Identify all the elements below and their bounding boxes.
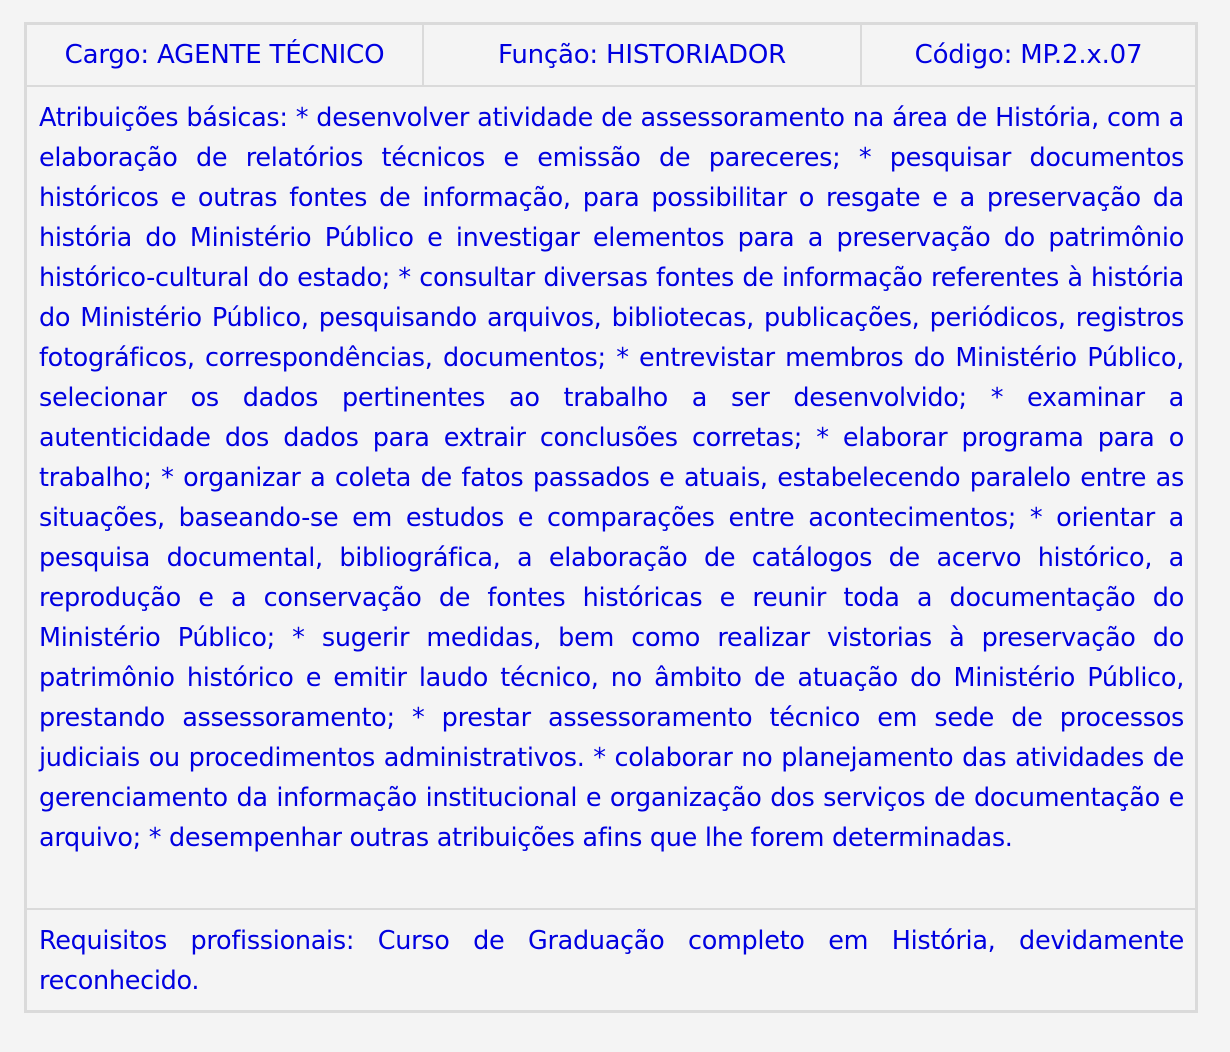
cargo-cell: Cargo: AGENTE TÉCNICO (27, 25, 424, 85)
codigo-cell: Código: MP.2.x.07 (914, 40, 1143, 70)
job-description-table (24, 22, 1198, 1013)
funcao-cell: Função: HISTORIADOR (424, 25, 862, 85)
header-row (27, 25, 1195, 87)
atribuicoes-text: Atribuições básicas: * desenvolver atividade de assessoramento na área de História, com a elaboração de relatórios técnicos e emissão de pareceres; * pesquisar documentos históricos e outras fontes de informação, para possibilitar o resgate e a preservação da história do Ministério Público e investigar elementos para a preservação do patrimônio histórico-cultural do estado; * consultar diversas fontes de informação referentes à história do Ministério Público, pesquisando arquivos, bibliotecas, publicações, periódicos, registros fotográficos, correspondências, documentos; * entrevistar membros do Ministério Público, selecionar os dados pertinentes ao trabalho a ser desenvolvido; * examinar a autenticidade dos dados para extrair conclusões corretas; * elaborar programa para o trabalho; * organizar a coleta de fatos passados e atuais, estabelecendo paralelo entre as situações, baseando-se em estudos e comparações entre acontecimentos; * orientar a pesquisa documental, bibliográfica, a elaboração de catálogos de acervo histórico, a reprodução e a conservação de fontes históricas e reunir toda a documentação do Ministério Público; * sugerir medidas, bem como realizar vistorias à preservação do patrimônio histórico e emitir laudo técnico, no âmbito de atuação do Ministério Público, prestando assessoramento; * prestar assessoramento técnico em sede de processos judiciais ou procedimentos administrativos. * colaborar no planejamento das atividades de gerenciamento da informação institucional e organização dos serviços de documentação e arquivo; * desempenhar outras atribuições afins que lhe forem determinadas. (27, 87, 1195, 910)
requisitos-text: Requisitos profissionais: Curso de Graduação completo em História, devidamente reconhecido. (39, 926, 1184, 996)
